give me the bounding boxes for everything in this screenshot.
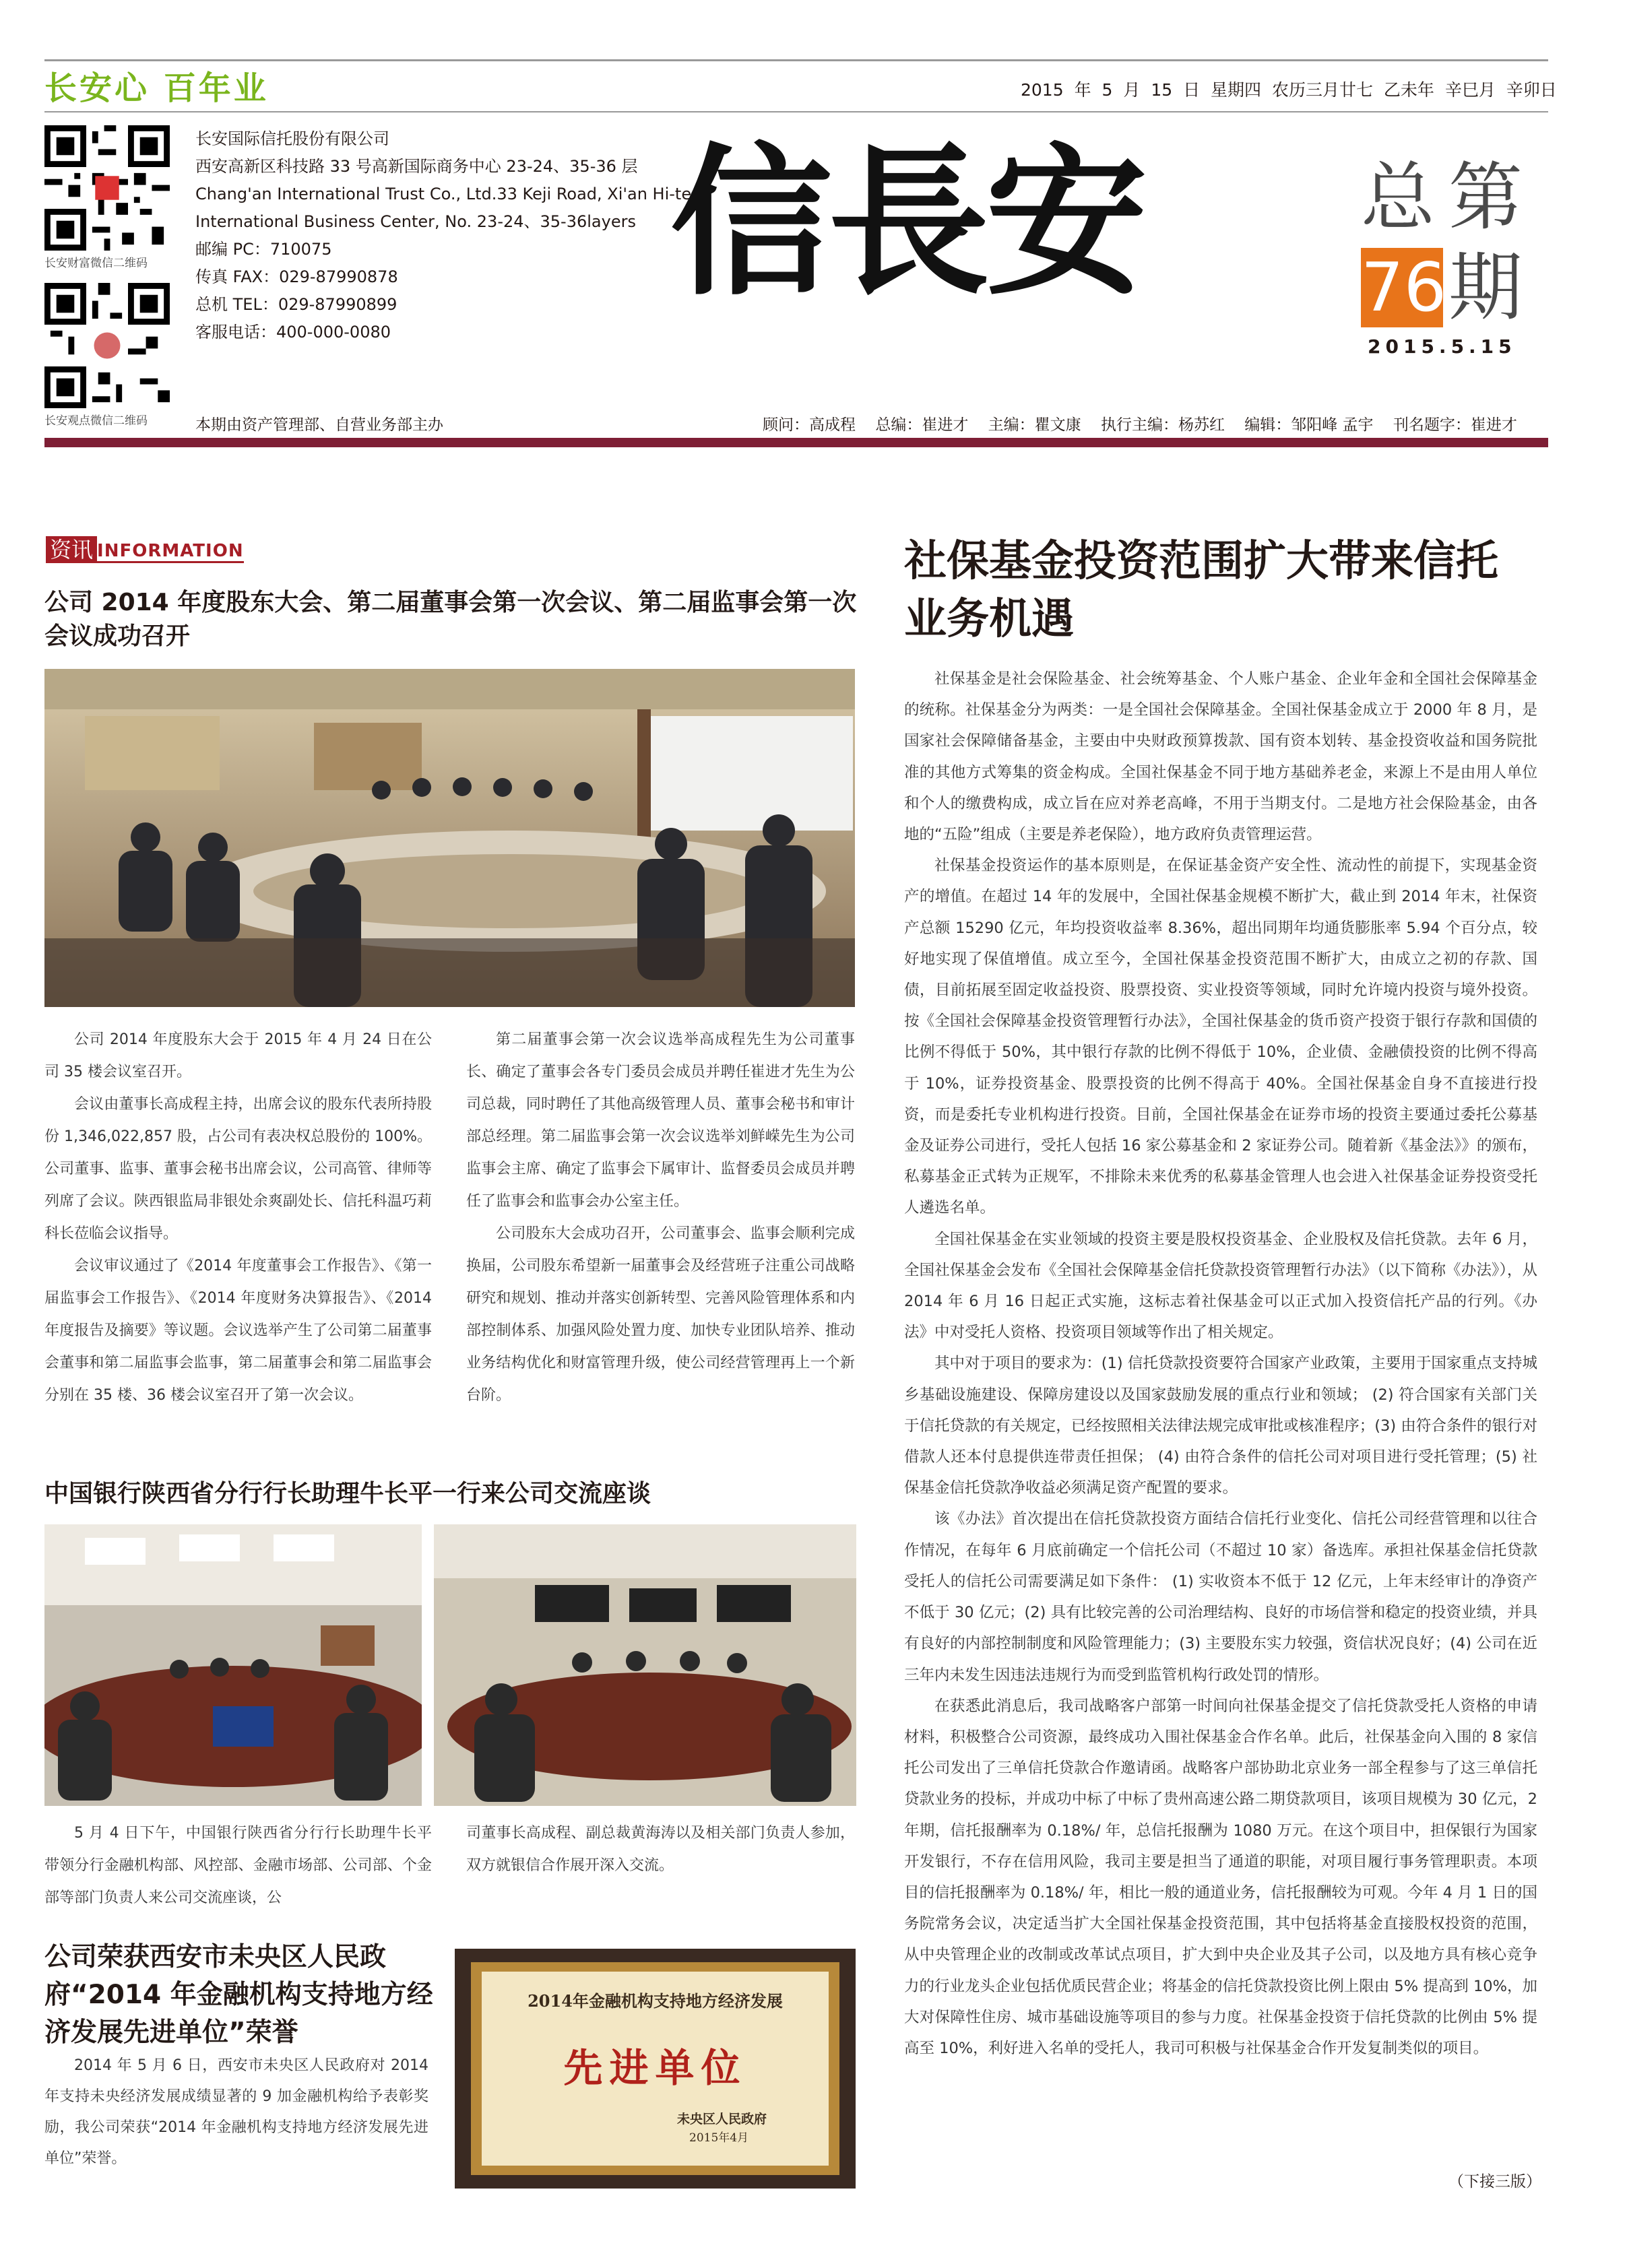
award-plaque-photo: [455, 1949, 856, 2189]
top-rule: [44, 59, 1548, 61]
company-address-en-1: Chang'an International Trust Co., Ltd.33 Keji Road, Xi'an Hi-tech: [195, 185, 711, 203]
credit-calligraphy: 刊名题字：崔进才: [1393, 416, 1517, 434]
issue-date: 2015.5.15: [1368, 335, 1517, 358]
article1-col2: [466, 1024, 855, 1412]
article1-col1-p3: 会议审议通过了《2014 年度董事会工作报告》、《第一届监事会工作报告》、《2014 年度财务决算报告》、《2014 年度报告及摘要》等议题。会议选举产生了公司第二届董事会董事和第二届监事会监事，第二届董事会和第二届监事会分别在 35 楼、36 楼会议室召开了第一次会议。: [44, 1258, 432, 1404]
masthead-title: 信長安: [670, 127, 1144, 317]
company-tel: 总机 TEL：029-87990899: [195, 295, 397, 314]
article4-p3: 全国社保基金在实业领域的投资主要是股权投资基金、企业股权及信托贷款。去年 6 月，全国社保基金会发布《全国社会保障基金信托贷款投资管理暂行办法》（以下简称《办法》），从 2014 年 6 月 16 日起正式实施，这标志着社保基金可以正式加入投资信托产品的行列。《办法》中对受托人资格、投资项目领域等作出了相关规定。: [904, 1230, 1537, 1342]
section-tag: [46, 536, 244, 563]
article2-title[interactable]: 中国银行陕西省分行行长助理牛长平一行来公司交流座谈: [44, 1480, 651, 1508]
article2-col2: [466, 1817, 855, 1882]
qr1-caption: 长安财富微信二维码: [44, 257, 148, 270]
article1-photo: [44, 669, 855, 1007]
header-rule: [44, 111, 1548, 112]
company-fax: 传真 FAX：029-87990878: [195, 267, 398, 286]
company-address-en-2: International Business Center, No. 23-24、35-36layers: [195, 212, 636, 231]
article1-col1: [44, 1024, 432, 1412]
editorial-credits: [763, 412, 1532, 434]
article3-body: [44, 2050, 428, 2174]
article2-col2-p1: 司董事长高成程、副总裁黄海涛以及相关部门负责人参加，双方就银信合作展开深入交流。: [466, 1825, 855, 1874]
article1-col1-p2: 会议由董事长高成程主持，出席会议的股东代表所持股份 1,346,022,857 股，占公司有表决权总股份的 100%。公司董事、监事、董事会秘书出席会议，公司高管、律师等列席了会议。陕西银监局非银处余爽副处长、信托科温巧莉科长莅临会议指导。: [44, 1096, 432, 1242]
credit-exec-editor: 执行主编：杨苏红: [1100, 416, 1225, 434]
section-tag-en: INFORMATION: [97, 541, 244, 563]
dept-note: 本期由资产管理部、自营业务部主办: [195, 416, 443, 434]
company-service-phone: 客服电话：400-000-0080: [195, 323, 391, 342]
article4-p6: 在获悉此消息后，我司战略客户部第一时间向社保基金提交了信托贷款受托人资格的申请材料，积极整合公司资源，最终成功入围社保基金合作名单。此后，社保基金向入围的 8 家信托公司发出了三单信托贷款合作邀请函。战略客户部协助北京业务一部全程参与了这三单信托贷款业务的投标，并成功中标了中标了贵州高速公路二期贷款项目，该项目规模为 30 亿元，2 年期，信托报酬率为 0.18%/ 年，总信托报酬为 1080 万元。在这个项目中，担保银行为国家开发银行，不存在信用风险，我司主要是担当了通道的职能，对项目履行事务管理职责。本项目的信托报酬率为 0.18%/ 年，相比一般的通道业务，信托报酬较为可观。今年 4 月 1 日的国务院常务会议，决定适当扩大全国社保基金投资范围，其中包括将基金直接股权投资的范围，从中央管理企业的改制或改革试点项目，扩大到中央企业及其子公司，以及地方具有核心竞争力的行业龙头企业包括优质民营企业；将基金的信托贷款投资比例上限由 5% 提高到 10%，加大对保障性住房、城市基础设施等项目的参与力度。社保基金投资于信托贷款的比例由 5% 提高至 10%，利好进入名单的受托人，我司可积极与社保基金合作开发复制类似的项目。: [904, 1697, 1537, 2057]
credit-chief-editor: 总编：崔进才: [875, 416, 969, 434]
article4-body: [904, 663, 1537, 2064]
article2-col1-p1: 5 月 4 日下午，中国银行陕西省分行行长助理牛长平带领分行金融机构部、风控部、金融市场部、公司部、个金部等部门负责人来公司交流座谈，公: [44, 1825, 432, 1906]
article4-title[interactable]: 社保基金投资范围扩大带来信托业务机遇: [904, 536, 1498, 643]
article1-col1-p1: 公司 2014 年度股东大会于 2015 年 4 月 24 日在公司 35 楼会议室召开。: [44, 1031, 432, 1080]
plaque-main: 先进单位: [563, 2045, 747, 2091]
slogan: 长安心 百年业: [44, 69, 269, 107]
plaque-issuer: 未央区人民政府: [677, 2112, 767, 2127]
issue-number: 76: [1361, 248, 1447, 327]
article1-col2-p2: 公司股东大会成功召开，公司董事会、监事会顺利完成换届，公司股东希望新一届董事会及经营班子注重公司战略研究和规划、推动并落实创新转型、完善风险管理体系和内部控制体系、加强风险处置力度、加快专业团队培养、推动业务结构优化和财富管理升级，使公司经营管理再上一个新台阶。: [466, 1225, 855, 1404]
qr-code-icon[interactable]: [44, 283, 170, 408]
article4-p2: 社保基金投资运作的基本原则是，在保证基金资产安全性、流动性的前提下，实现基金资产的增值。在超过 14 年的发展中，全国社保基金规模不断扩大，截止到 2014 年末，社保资产总额 15290 亿元，年均投资收益率 8.36%，超出同期年均通货膨胀率 5.94 个百分点，较好地实现了保值增值。成立至今，全国社保基金投资范围不断扩大，由成立之初的存款、国债，目前拓展至固定收益投资、股票投资、实业投资等领域，同时允许境内投资与境外投资。按《全国社会保障基金投资管理暂行办法》，全国社保基金的货币资产投资于银行存款和国债的比例不得低于 50%，其中银行存款的比例不得低于 10%，企业债、金融债投资的比例不得高于 10%，证券投资基金、股票投资的比例不得高于 40%。全国社保基金自身不直接进行投资，而是委托专业机构进行投资。目前，全国社保基金在证券市场的投资主要通过委托公募基金及证券公司进行，受托人包括 16 家公募基金和 2 家证券公司。随着新《基金法》》的颁布，私募基金正式转为正规军，不排除未来优秀的私募基金管理人也会进入社保基金证券投资受托人遴选名单。: [904, 857, 1537, 1217]
company-info: [195, 125, 711, 346]
article3-body-p1: 2014 年 5 月 6 日，西安市未央区人民政府对 2014 年支持未央经济发展成绩显著的 9 加金融机构给予表彰奖励，我公司荣获“2014 年金融机构支持地方经济发展先进单位”荣誉。: [44, 2057, 428, 2167]
issue-suffix: 期: [1448, 245, 1523, 331]
section-tag-cn: 资讯: [46, 536, 97, 563]
continued-note: （下接三版）: [1448, 2173, 1541, 2191]
article2-photo-left: [44, 1524, 422, 1806]
company-address-cn: 西安高新区科技路 33 号高新国际商务中心 23-24、35-36 层: [195, 157, 638, 176]
company-name: 长安国际信托股份有限公司: [195, 129, 389, 148]
credit-editors: 编辑：邹阳峰 孟宇: [1244, 416, 1374, 434]
plaque-title: 2014年金融机构支持地方经济发展: [528, 1991, 783, 2011]
issue-prefix-zong: 总: [1361, 154, 1435, 240]
article2-photo-right: [434, 1524, 856, 1806]
article3-title[interactable]: 公司荣获西安市未央区人民政府“2014 年金融机构支持地方经济发展先进单位”荣誉: [44, 1942, 433, 2048]
article4-p4: 其中对于项目的要求为：(1) 信托贷款投资要符合国家产业政策，主要用于国家重点支持城乡基础设施建设、保障房建设以及国家鼓励发展的重点行业和领域； (2) 符合国家有关部门关于信托贷款的有关规定，已经按照相关法律法规完成审批或核准程序；(3) 由符合条件的银行对借款人还本付息提供连带责任担保； (4) 由符合条件的信托公司对项目进行受托管理；(5) 社保基金信托贷款净收益必须满足资产配置的要求。: [904, 1355, 1537, 1497]
article1-title[interactable]: 公司 2014 年度股东大会、第二届董事会第一次会议、第二届监事会第一次会议成功召开: [44, 589, 857, 650]
dateline: 2015 年 5 月 15 日 星期四 农历三月廿七 乙未年 辛巳月 辛卯日: [1021, 80, 1557, 100]
article4-p5: 该《办法》首次提出在信托贷款投资方面结合信托行业变化、信托公司经营管理和以往合作情况，在每年 6 月底前确定一个信托公司（不超过 10 家）备选库。承担社保基金信托贷款受托人的信托公司需要满足如下条件： (1) 实收资本不低于 12 亿元，上年末经审计的净资产不低于 30 亿元；(2) 具有比较完善的公司治理结构、良好的市场信誉和稳定的投资业绩，并具有良好的内部控制制度和风险管理能力；(3) 主要股东实力较强，资信状况良好；(4) 公司在近三年内未发生因违法违规行为而受到监管机构行政处罚的情形。: [904, 1510, 1537, 1684]
qr2-caption: 长安观点微信二维码: [44, 414, 148, 428]
qr-code-icon[interactable]: [44, 125, 170, 251]
article2-col1: [44, 1817, 432, 1914]
company-postcode: 邮编 PC：710075: [195, 240, 332, 259]
article4-p1: 社保基金是社会保险基金、社会统筹基金、个人账户基金、企业年金和全国社会保障基金的统称。社保基金分为两类：一是全国社会保障基金。全国社保基金成立于 2000 年 8 月，是国家社会保障储备基金，主要由中央财政预算拨款、国有资本划转、基金投资收益和国务院批准的其他方式筹集的资金构成。全国社保基金不同于地方基础养老金，来源上不是由用人单位和个人的缴费构成，成立旨在应对养老高峰，不用于当期支付。二是地方社会保险基金，由各地的“五险”组成（主要是养老保险），地方政府负责管理运营。: [904, 670, 1537, 844]
article1-col2-p1: 第二届董事会第一次会议选举高成程先生为公司董事长、确定了董事会各专门委员会成员并聘任崔进才先生为公司总裁，同时聘任了其他高级管理人员、董事会秘书和审计部总经理。第二届监事会第一次会议选举刘鲜嵘先生为公司监事会主席、确定了监事会下属审计、监督委员会成员并聘任了监事会和监事会办公室主任。: [466, 1031, 855, 1210]
credit-editor: 主编：瞿文康: [988, 416, 1081, 434]
credit-advisor: 顾问：高成程: [763, 416, 856, 434]
plaque-date: 2015年4月: [689, 2131, 749, 2145]
issue-prefix-di: 第: [1448, 154, 1523, 240]
header-band: [44, 438, 1548, 447]
